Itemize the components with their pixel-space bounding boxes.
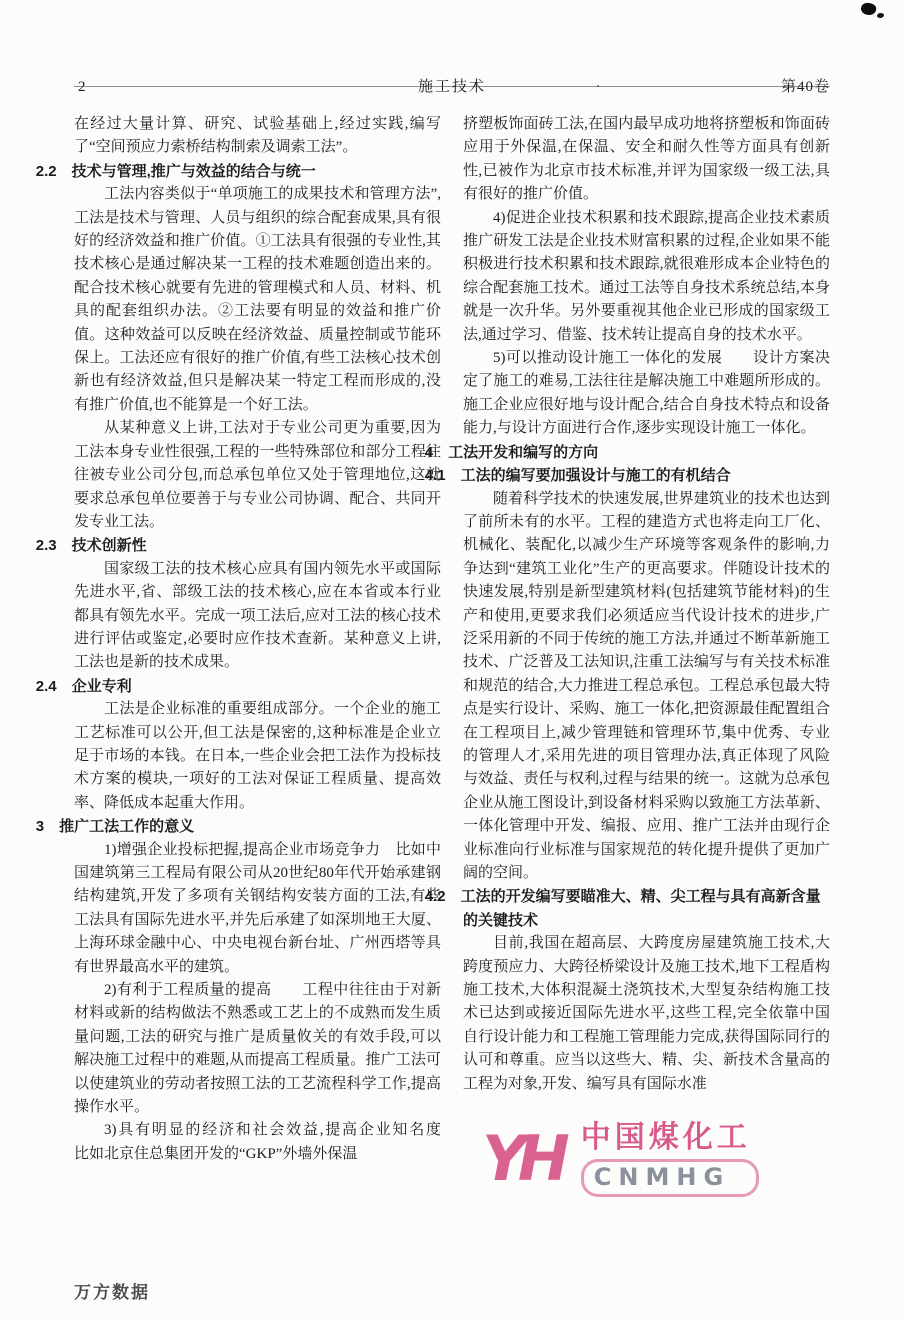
- volume-label: 第40卷: [780, 79, 830, 95]
- watermark-subtitle: CNMHG: [593, 1163, 731, 1191]
- watermark: [478, 1118, 778, 1220]
- left-column: [35, 113, 472, 1166]
- heading-2-3: 2.3 技术创新性: [35, 537, 147, 555]
- scan-artifact: [877, 12, 885, 18]
- list-item-5: 5)可以推动设计施工一体化的发展 设计方案决定了施工的难易,工法往往是解决施工中难题所形成的。施工企业应很好地与设计配合,结合自身技术特点和设备能力,与设计方面进行合作,逐步实现设计施工一体化。: [463, 350, 830, 437]
- list-item-3: 3)具有明显的经济和社会效益,提高企业知名度 比如北京住总集团开发的“GKP”外墙外保温: [74, 1122, 472, 1162]
- heading-4-2: 4.2 工法的开发编写要瞄准大、精、尖工程与具有高新含量的关键技术: [424, 888, 821, 929]
- watermark-subtitle-box: [581, 1159, 759, 1197]
- article-body: [35, 113, 861, 1166]
- heading-2-4: 2.4 企业专利: [35, 677, 132, 695]
- list-item-4: 4)促进企业技术积累和技术跟踪,提高企业技术素质 推广研发工法是企业技术财富积累的过程,企业如果不能积极进行技术积累和技术跟踪,就很难形成本企业特色的综合配套施工技术。通过工法等自身技术系统总结,本身就是一次升华。另外要重视其他企业已形成的国家级工法,通过学习、借鉴、技术转让提高自身的技术水平。: [463, 209, 861, 343]
- list-item-2: 2)有利于工程质量的提高 工程中往往由于对新材料或新的结构做法不熟悉或工艺上的不成熟而发生质量问题,工法的研究与推广是质量攸关的有效手段,可以解决施工过程中的难题,从而提高工程质量。推广工法可以使建筑业的劳动者按照工法的工艺流程科学工作,提高操作水平。: [74, 982, 441, 1116]
- heading-2-2: 2.2 技术与管理,推广与效益的结合与统一: [35, 162, 316, 180]
- paragraph-continued: 挤塑板饰面砖工法,在国内最早成功地将挤塑板和饰面砖应用于外保温,在保温、安全和耐久性等方面具有创新性,已被作为北京市技术标准,并评为国家级一级工法,具有很好的推广价值。: [463, 116, 830, 203]
- heading-4-1: 4.1 工法的编写要加强设计与施工的有机结合: [424, 467, 731, 485]
- paragraph: 随着科学技术的快速发展,世界建筑业的技术也达到了前所未有的水平。工程的建造方式也将走向工厂化、机械化、装配化,以减少生产环境等客观条件的影响,力争达到“建筑工业化”生产的更高要求。伴随设计技术的快速发展,特别是新型建筑材料(包括建筑节能材料)的生产和使用,更要求我们必须适应当代设计技术的进步,广泛采用新的不同于传统的施工方法,并通过不断革新施工技术、广泛普及工法知识,注重工法编写与有关技术标准和规范的结合,大力推进工程总承包。工程总承包最大特点是实行设计、采购、施工一体化,把资源最佳配置组合在工程项目上,减少管理链和管理环节,集中优秀、专业的管理人才,采用先进的项目管理办法,真正体现了风险与效益、责任与权利,过程与结果的统一。这就为总承包企业从施工图设计,到设备材料采购以致施工方法革新、一体化管理中开发、编报、应用、推广工法并由现行企业标准向行业标准与国家规范的转化提升提供了更加广阔的空间。: [463, 490, 830, 881]
- footer-watermark: 万方数据: [74, 1283, 150, 1302]
- watermark-title: 中国煤化工: [580, 1120, 751, 1155]
- right-column: [424, 113, 861, 1166]
- page-header: [74, 78, 830, 95]
- paragraph: 国家级工法的技术核心应具有国内领先水平或国际先进水平,省、部级工法的技术核心,应在本省或本行业都具有领先水平。完成一项工法后,应对工法的核心技术进行评估或鉴定,必要时应作技术查新。某种意义上讲,工法也是新的技术成果。: [74, 560, 441, 671]
- journal-title: 施工技术: [417, 79, 486, 95]
- paragraph: 工法内容类似于“单项施工的成果技术和管理方法”,工法是技术与管理、人员与组织的综合配套成果,具有很好的经济效益和推广价值。①工法具有很强的专业性,其技术核心是通过解决某一工程的技术难题创造出来的。配合技术核心就要有先进的管理模式和人员、材料、机具的配套组织办法。②工法要有明显的效益和推广价值。这种效益可以反映在经济效益、质量控制或节能环保上。工法还应有很好的推广价值,有些工法核心技术创新也有经济效益,但只是解决某一特定工程而形成的,没有推广价值,也不能算是一个好工法。: [74, 186, 441, 413]
- watermark-logo: YH: [482, 1122, 561, 1195]
- paragraph: 工法是企业标准的重要组成部分。一个企业的施工工艺标准可以公开,但工法是保密的,这种标准是企业立足于市场的本钱。在日本,一些企业会把工法作为投标技术方案的模块,一项好的工法对保证工程质量、提高效率、降低成本起重大作用。: [74, 701, 441, 811]
- watermark-text-block: [581, 1120, 759, 1197]
- scan-artifact: [860, 1, 878, 17]
- heading-3: 3 推广工法工作的意义: [35, 818, 195, 836]
- paragraph: 目前,我国在超高层、大跨度房屋建筑施工技术,大跨度预应力、大跨径桥梁设计及施工技术,地下工程盾构施工技术,大体积混凝土浇筑技术,大型复杂结构施工技术已达到或接近国际先进水平,这些工程,完全依靠中国自行设计能力和工程施工管理能力完成,获得国际同行的认可和尊重。应当以这些大、精、尖、新技术含量高的工程为对象,开发、编写具有国际水准: [463, 935, 830, 1092]
- paragraph: 从某种意义上讲,工法对于专业公司更为重要,因为工法本身专业性很强,工程的一些特殊部位和部分工程往往被专业公司分包,而总承包单位又处于管理地位,这就要求总承包单位要善于与专业公司协调、配合、共同开发专业工法。: [74, 420, 441, 530]
- header-separator-dot: ·: [595, 79, 601, 95]
- list-item-1: 1)增强企业投标把握,提高企业市场竞争力 比如中国建筑第三工程局有限公司从20世纪80年代开始承建钢结构建筑,开发了多项有关钢结构安装方面的工法,有些工法具有国际先进水平,并先后承建了如深圳地王大厦、上海环球金融中心、中央电视台新台址、广州西塔等具有世界最高水平的建筑。: [74, 841, 441, 975]
- page-number: 2: [78, 79, 86, 95]
- heading-4: 4 工法开发和编写的方向: [424, 443, 599, 461]
- paragraph-continued: 在经过大量计算、研究、试验基础上,经过实践,编写了“空间预应力索桥结构制索及调索工法”。: [74, 116, 441, 156]
